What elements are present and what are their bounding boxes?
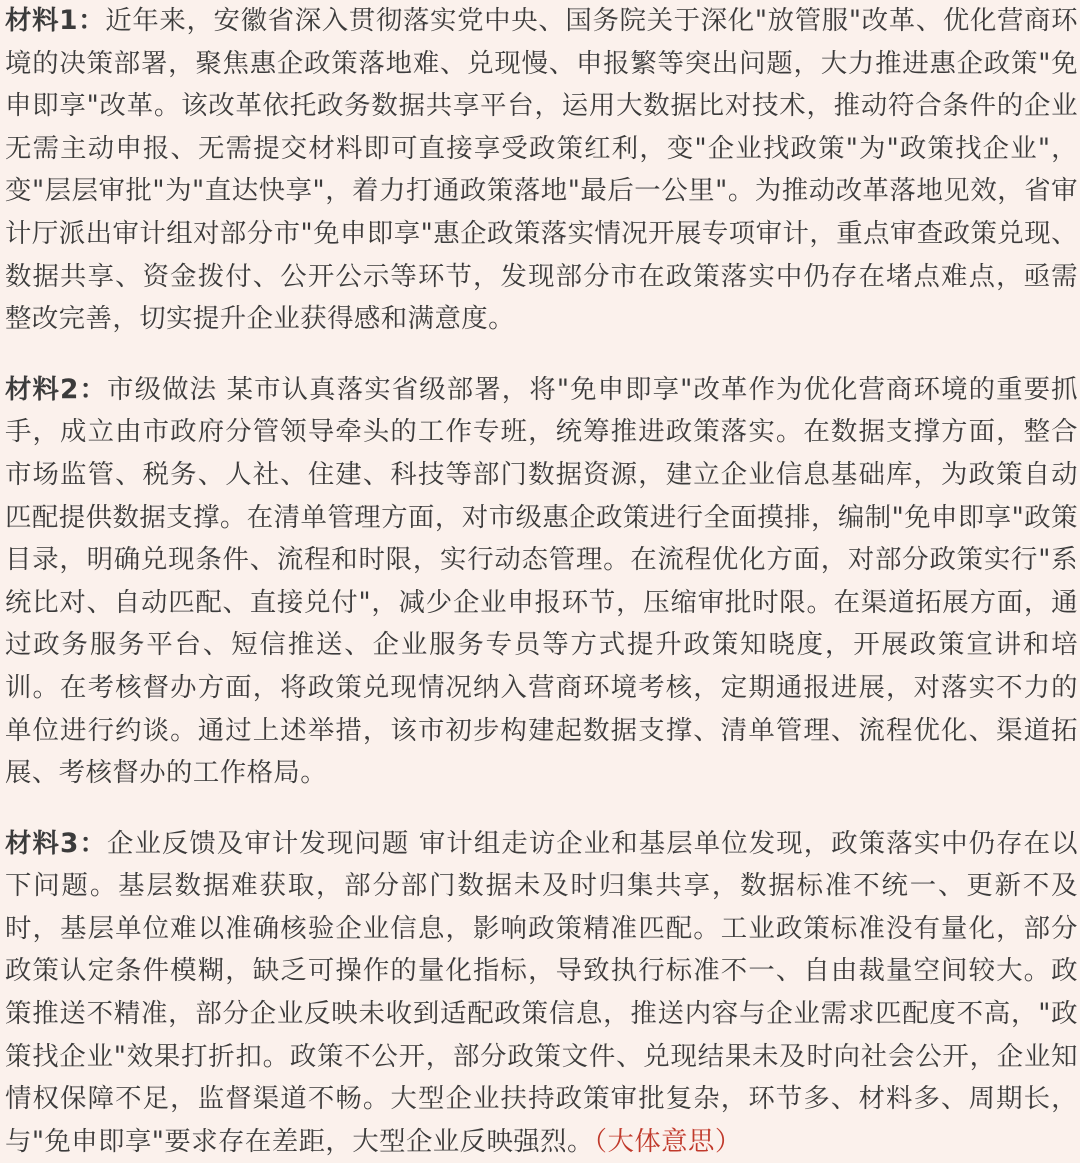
material-3-paragraph xyxy=(5,823,1078,1163)
material-2-text: 市级做法 某市认真落实省级部署，将"免申即享"改革作为优化营商环境的重要抓手，成立由市政府分管领导牵头的工作专班，统筹推进政策落实。在数据支撑方面，整合市场监管、税务、人社、住建、科技等部门数据资源，建立企业信息基础库，为政策自动匹配提供数据支撑。在清单管理方面，对市级惠企政策进行全面摸排，编制"免申即享"政策目录，明确兑现条件、流程和时限，实行动态管理。在流程优化方面，对部分政策实行"系统比对、自动匹配、直接兑付"，减少企业申报环节，压缩审批时限。在渠道拓展方面，通过政务服务平台、短信推送、企业服务专员等方式提升政策知晓度，开展政策宣讲和培训。在考核督办方面，将政策兑现情况纳入营商环境考核，定期通报进展，对落实不力的单位进行约谈。通过上述举措，该市初步构建起数据支撑、清单管理、流程优化、渠道拓展、考核督办的工作格局。 xyxy=(5,373,1078,789)
material-2-label: 材料2： xyxy=(5,373,108,405)
material-2-paragraph xyxy=(5,369,1078,795)
material-1-text: 近年来，安徽省深入贯彻落实党中央、国务院关于深化"放管服"改革、优化营商环境的决策部署，聚焦惠企政策落地难、兑现慢、申报繁等突出问题，大力推进惠企政策"免申即享"改革。该改革依托政务数据共享平台，运用大数据比对技术，推动符合条件的企业无需主动申报、无需提交材料即可直接享受政策红利，变"企业找政策"为"政策找企业"，变"层层审批"为"直达快享"，着力打通政策落地"最后一公里"。为推动改革落地见效，省审计厅派出审计组对部分市"免申即享"惠企政策落实情况开展专项审计，重点审查政策兑现、数据共享、资金拨付、公开公示等环节，发现部分市在政策落实中仍存在堵点难点，亟需整改完善，切实提升企业获得感和满意度。 xyxy=(5,5,1078,335)
material-3-text: 企业反馈及审计发现问题 审计组走访企业和基层单位发现，政策落实中仍存在以下问题。基层数据难获取，部分部门数据未及时归集共享，数据标准不统一、更新不及时，基层单位难以准确核验企业信息，影响政策精准匹配。工业政策标准没有量化，部分政策认定条件模糊，缺乏可操作的量化指标，导致执行标准不一、自由裁量空间较大。政策推送不精准，部分企业反映未收到适配政策信息，推送内容与企业需求匹配度不高，"政策找企业"效果打折扣。政策不公开，部分政策文件、兑现结果未及时向社会公开，企业知情权保障不足，监督渠道不畅。大型企业扶持政策审批复杂，环节多、材料多、周期长，与"免申即享"要求存在差距，大型企业反映强烈。 xyxy=(5,827,1078,1157)
material-1-paragraph xyxy=(5,0,1078,341)
material-1-label: 材料1： xyxy=(5,5,106,36)
material-3-note: （大体意思） xyxy=(593,1125,742,1157)
material-3-label: 材料3： xyxy=(5,827,107,859)
